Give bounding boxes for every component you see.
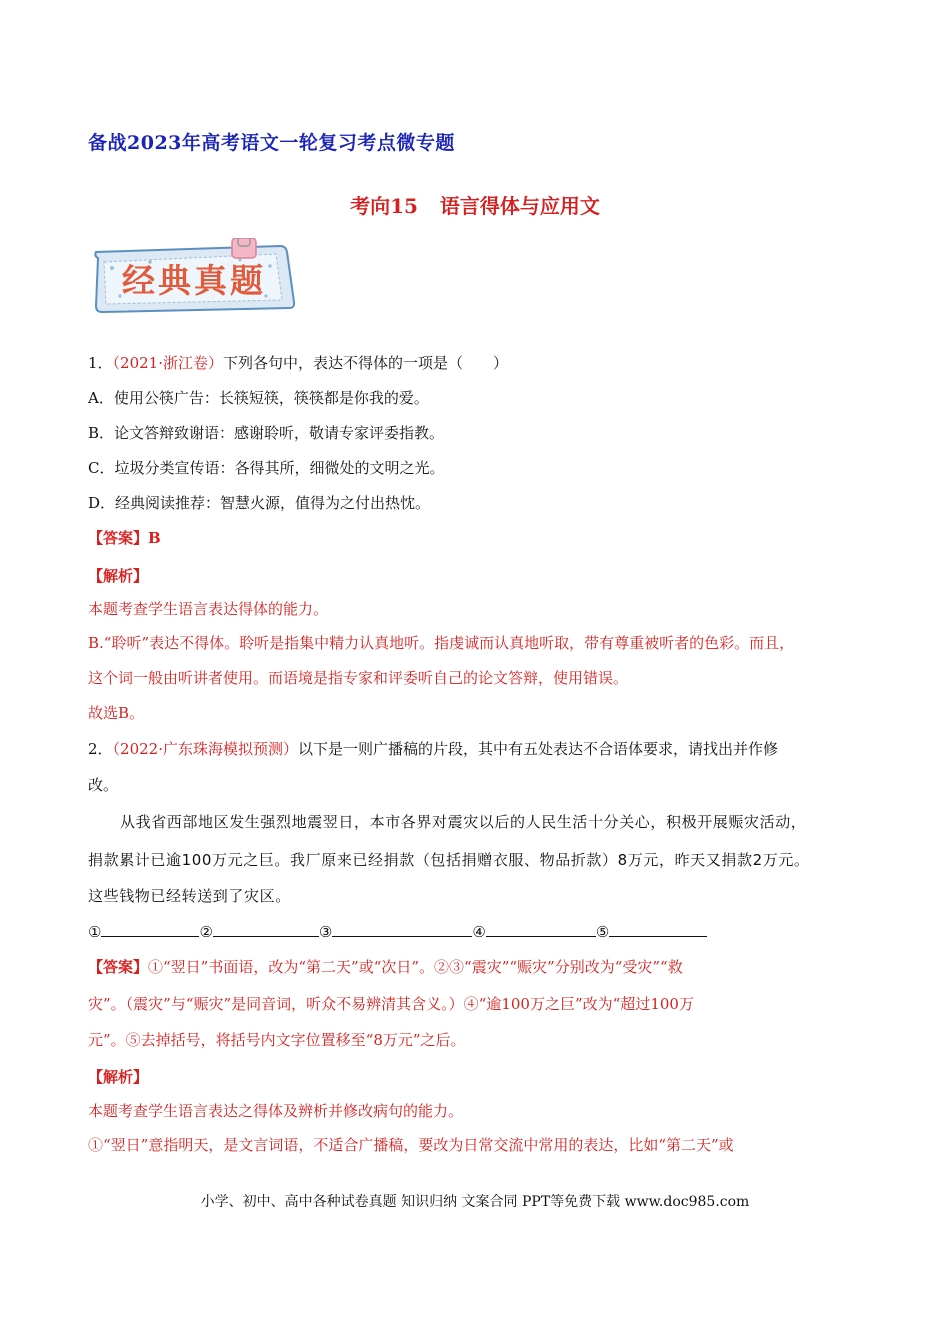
- q2-analysis-label: 【解析】: [88, 1068, 149, 1086]
- q1-analysis-line: 故选B。: [88, 704, 145, 722]
- q1-option-a: A．使用公筷广告：长筷短筷，筷筷都是你我的爱。: [88, 389, 429, 407]
- q2-answer-text: ①“翌日”书面语，改为“第二天”或“次日”。②③“震灾”“赈灾”分别改为“受灾”“救: [148, 958, 683, 976]
- q1-stem: [88, 353, 508, 373]
- blank-line-2[interactable]: [213, 920, 319, 937]
- q1-option-d: D．经典阅读推荐：智慧火源，值得为之付出热忱。: [88, 494, 431, 512]
- series-title: 备战2023年高考语文一轮复习考点微专题: [88, 132, 455, 154]
- blank-marker-4: ④: [472, 923, 486, 941]
- q1-stem-text: 下列各句中，表达不得体的一项是（ ）: [223, 354, 509, 372]
- banner-text: 经典真题: [122, 261, 266, 300]
- q2-passage-line: 从我省西部地区发生强烈地震翌日，本市各界对震灾以后的人民生活十分关心，积极开展赈灾活动，: [120, 813, 807, 831]
- topic-title: [0, 190, 950, 219]
- q2-passage-line: 这些钱物已经转送到了灾区。: [88, 887, 291, 905]
- page-footer: 小学、初中、高中各种试卷真题 知识归纳 文案合同 PPT等免费下载 www.doc985.com: [200, 1194, 750, 1210]
- q2-answer-line: [88, 957, 683, 977]
- q1-source: （2021·浙江卷）: [112, 354, 223, 372]
- q1-answer-value: B: [148, 529, 161, 547]
- q1-analysis-line: 这个词一般由听讲者使用。而语境是指专家和评委听自己的论文答辩，使用错误。: [88, 669, 629, 687]
- q2-stem: [88, 739, 778, 759]
- q2-passage-line: 捐款累计已逾100万元之巨。我厂原来已经捐款（包括捐赠衣服、物品折款）8万元，昨天又捐款2万元。: [88, 851, 810, 869]
- q1-analysis-label: 【解析】: [88, 567, 149, 585]
- q1-number: 1．: [88, 354, 113, 372]
- blank-marker-3: ③: [318, 923, 333, 941]
- q2-blanks-row: [88, 920, 707, 942]
- q2-stem-cont: 改。: [88, 776, 119, 794]
- classic-questions-banner: [90, 238, 305, 318]
- q2-answer-line: 灾”。（震灾”与“赈灾”是同音词，听众不易辨清其含义。）④“逾100万之巨”改为“超过100万: [88, 995, 694, 1013]
- blank-line-3[interactable]: [332, 920, 472, 937]
- q2-analysis-line: ①“翌日”意指明天，是文言词语，不适合广播稿，要改为日常交流中常用的表达，比如“第二天”或: [88, 1136, 734, 1154]
- blank-marker-5: ⑤: [595, 923, 610, 941]
- blank-marker-1: ①: [88, 923, 102, 941]
- blank-marker-2: ②: [199, 923, 213, 941]
- q2-number: 2．: [88, 740, 113, 758]
- q1-answer-label: 【答案】: [88, 529, 149, 547]
- q2-answer-label: 【答案】: [88, 958, 149, 976]
- q2-answer-line: 元”。⑤去掉括号，将括号内文字位置移至“8万元”之后。: [88, 1031, 466, 1049]
- blank-line-1[interactable]: [101, 920, 199, 937]
- q1-analysis-line: 本题考查学生语言表达得体的能力。: [88, 600, 329, 618]
- blank-line-5[interactable]: [609, 920, 707, 937]
- q2-stem-text: 以下是一则广播稿的片段，其中有五处表达不合语体要求，请找出并作修: [298, 740, 779, 758]
- topic-name: 语言得体与应用文: [439, 194, 600, 218]
- q1-option-b: B．论文答辩致谢语：感谢聆听，敬请专家评委指教。: [88, 424, 445, 442]
- q2-source: （2022·广东珠海模拟预测）: [112, 740, 298, 758]
- q1-answer: [88, 528, 161, 548]
- q1-option-c: C．垃圾分类宣传语：各得其所，细微处的文明之光。: [88, 459, 445, 477]
- q2-analysis-line: 本题考查学生语言表达之得体及辨析并修改病句的能力。: [88, 1102, 464, 1120]
- q1-analysis-line: B.“聆听”表达不得体。聆听是指集中精力认真地听。指虔诚而认真地听取，带有尊重被听者的色彩。而且，: [88, 634, 795, 652]
- topic-number: 考向15: [350, 194, 418, 218]
- blank-line-4[interactable]: [486, 920, 596, 937]
